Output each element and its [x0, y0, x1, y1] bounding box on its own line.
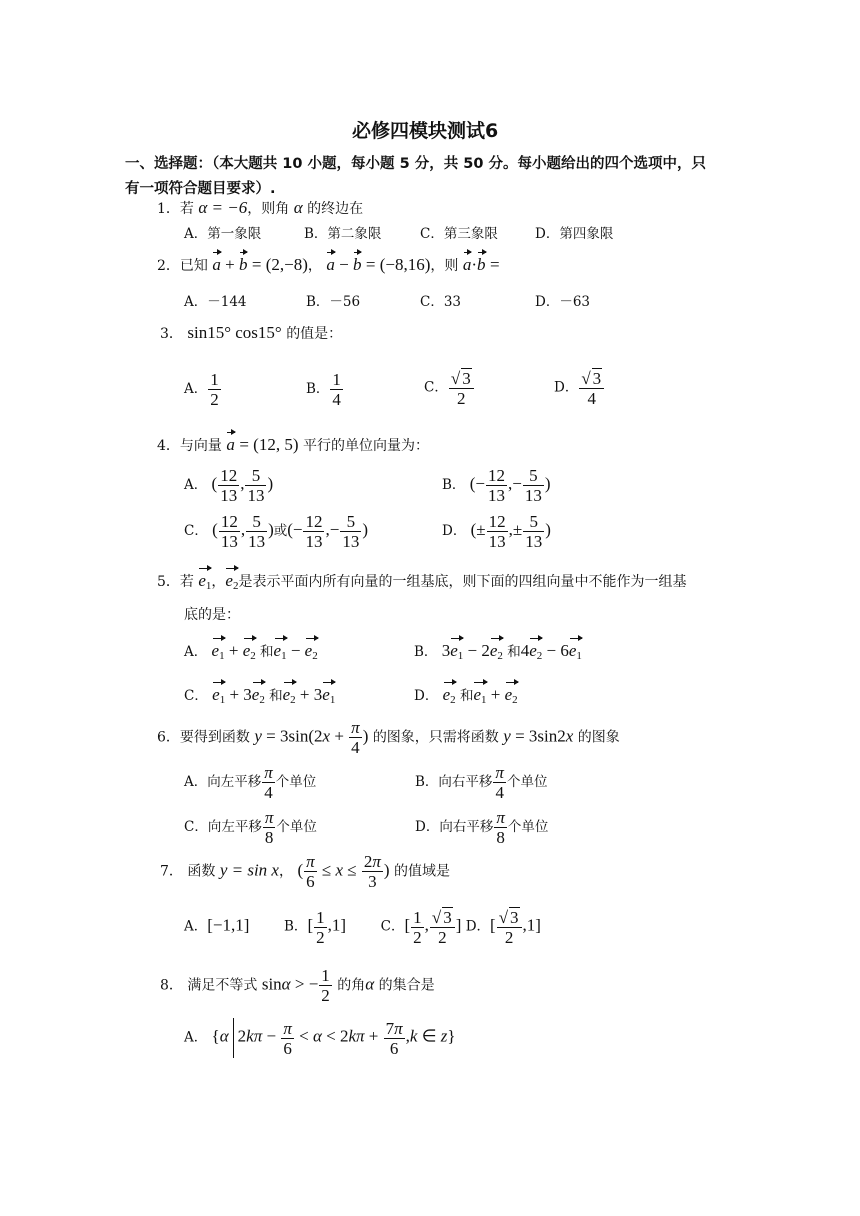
- page-title: 必修四模块测试6: [352, 120, 499, 142]
- q2-eq2: = (−8,16): [365, 255, 431, 274]
- q2-mid: ，则: [430, 258, 459, 274]
- q3-option-a: A． $\frac{1}{2}$: [184, 370, 219, 409]
- q4-pre: 与向量: [179, 438, 222, 454]
- q6-unit: 个单位: [507, 819, 549, 835]
- question-6: 6．要得到函数 y = 3sin(2x + $\frac{\pi}{4}$ ) 的图象，只需将函数 y = 3sin2x 的图象: [157, 718, 620, 757]
- q8-pre: 满足不等式: [187, 977, 258, 994]
- q3-expr: sin15° cos15°: [187, 323, 282, 342]
- q5-line2: 底的是：: [184, 607, 240, 623]
- vector-b-icon: b: [239, 250, 248, 273]
- q3-option-b: B． $\frac{1}{4}$: [306, 370, 341, 409]
- question-number: 2．: [157, 258, 180, 274]
- q8-mid: 的角: [337, 977, 366, 994]
- q6-unit: 个单位: [506, 774, 548, 790]
- q6-tail: 的图象: [577, 729, 620, 746]
- q7-expr: y = sin x: [219, 860, 279, 880]
- q6-unit: 个单位: [275, 774, 317, 790]
- q7-pre: 函数: [187, 863, 216, 880]
- option-label: A．向左平移: [184, 774, 262, 790]
- question-1: [157, 198, 363, 218]
- q5-mid: 是表示平面内所有向量的一组基底，则下面的四组向量中不能作为一组基: [238, 574, 687, 590]
- q5-and: 和: [459, 688, 474, 704]
- q5-and: 和: [260, 644, 274, 660]
- q4-or: 或: [273, 523, 288, 539]
- option-label: A．: [184, 644, 208, 660]
- q5-and: 和: [269, 688, 283, 704]
- option-label: B．向右平移: [415, 774, 493, 790]
- option-label: A．: [184, 381, 208, 397]
- q1-post: ，则角: [247, 201, 290, 217]
- option-label: B．: [414, 644, 438, 660]
- q1-option-b: B．第二象限: [304, 226, 382, 242]
- q8-option-a: A． {α 2kπ − $\frac{\pi}{6}$ < α < 2kπ + $\frac{7\pi}{6}$ ,k ∈ z}: [184, 1018, 456, 1058]
- q1-option-c: C．第三象限: [420, 226, 498, 242]
- q1-var: α: [293, 198, 303, 217]
- q2-option-a: A．－144: [184, 294, 247, 310]
- option-label: B．: [306, 381, 330, 397]
- vector-e1-icon: $e_1$: [198, 566, 211, 595]
- q5-option-c: C． $e_1 + 3e_2$ 和$e_2 + 3e_1$: [184, 680, 335, 709]
- q7-mid: 的值域是: [394, 863, 451, 880]
- question-number: 3．: [160, 326, 183, 342]
- q2-option-d: D．－63: [535, 294, 591, 310]
- question-number: 8．: [160, 977, 183, 994]
- question-2: 2．已知 a + b = (2,−8)， a − b = (−8,16)，则 a·b =: [157, 250, 500, 275]
- vector-b-icon: b: [353, 250, 362, 273]
- option-label: C．: [380, 918, 405, 935]
- option-label: C．: [424, 379, 448, 396]
- question-number: 1．: [157, 201, 180, 217]
- q3-option-c: C． $\frac{√ 3}{2}$: [424, 368, 475, 408]
- q2-eq1: = (2,−8): [251, 255, 308, 274]
- q3-option-d: D． $\frac{√ 3}{4}$: [554, 368, 605, 408]
- q4-option-d: D． (± $\frac{12}{13}$ ,± $\frac{5}{13}$ ): [442, 512, 551, 551]
- vector-a-icon: a: [463, 250, 472, 273]
- q6-option-b: B．向右平移 $\frac{\pi}{4}$ 个单位: [415, 763, 548, 802]
- option-label: C．向左平移: [184, 819, 262, 835]
- q6-option-c: C．向左平移 $\frac{\pi}{8}$ 个单位: [184, 808, 317, 847]
- q6-pre: 要得到函数: [179, 729, 250, 746]
- vector-e2-icon: $e_2$: [225, 566, 238, 595]
- option-label: A．: [184, 1029, 208, 1046]
- question-number: 6．: [157, 729, 180, 746]
- q5-option-b: B． $3e_1 - 2e_2$ 和$4e_2 - 6e_1$: [414, 636, 582, 665]
- q1-tail: 的终边在: [307, 201, 364, 217]
- q1-option-a: A．第一象限: [184, 226, 262, 242]
- option-label: D．: [554, 379, 579, 396]
- q4-option-b: B． (− $\frac{12}{13}$ ,− $\frac{5}{13}$ ): [442, 466, 551, 505]
- q4-expr: = (12, 5): [239, 435, 299, 454]
- option-label: B．: [284, 918, 308, 935]
- q5-option-a: A． $e_1 + e_2$ 和$e_1 - e_2$: [184, 636, 318, 665]
- question-number: 4．: [157, 438, 180, 454]
- option-label: A．: [184, 477, 208, 493]
- q7-options: A．[−1,1] B．[ $\frac{1}{2}$ ,1] C．[ $\frac{1}{2}$ , $\frac{√ 3}{2}$ ] D．[ $\frac{√ 3}{2}$ ,1]: [184, 907, 541, 947]
- q8-tail: 的集合是: [378, 977, 435, 994]
- q2-pre: 已知: [179, 258, 208, 274]
- section-heading-line2: 有一项符合题目要求）.: [125, 181, 276, 197]
- vector-a-icon: a: [326, 250, 335, 273]
- question-7: 7． 函数 y = sin x， ( $\frac{\pi}{6}$ ≤ x ≤ $\frac{2\pi}{3}$ ) 的值域是: [160, 852, 451, 891]
- q6-unit: 个单位: [276, 819, 317, 835]
- option-label: D．: [465, 918, 491, 935]
- question-3: [160, 323, 342, 343]
- q4-option-c: C． ( $\frac{12}{13}$ , $\frac{5}{13}$ )或(− $\frac{12}{13}$ ,− $\frac{5}{13}$ ): [184, 512, 368, 551]
- q4-option-a: A． ( $\frac{12}{13}$ , $\frac{5}{13}$ ): [184, 466, 274, 505]
- question-4: [157, 430, 429, 455]
- option-label: D．: [442, 523, 467, 539]
- option-label: C．: [184, 688, 208, 704]
- q2-tail: =: [490, 255, 500, 274]
- question-number: 7．: [160, 863, 183, 880]
- q1-expr: α = −6: [198, 198, 248, 217]
- q2-option-c: C．33: [420, 294, 462, 310]
- question-8: 8． 满足不等式 sinα > − $\frac{1}{2}$ 的角α 的集合是: [160, 966, 435, 1005]
- vector-b-icon: b: [477, 250, 486, 273]
- section-heading-line1: 一、选择题：（本大题共 10 小题，每小题 5 分，共 50 分。每小题给出的四个选项中，只: [125, 156, 706, 172]
- question-5: 5．若 $e_1$，$e_2$是表示平面内所有向量的一组基底，则下面的四组向量中不能作为一组基: [157, 566, 686, 595]
- q5-option-d: D． $e_2$ 和$e_1 + e_2$: [414, 680, 518, 709]
- q6-mid: 的图象，只需将函数: [372, 729, 499, 746]
- vector-a-icon: a: [226, 430, 235, 453]
- q4-tail: 平行的单位向量为：: [302, 438, 429, 454]
- q5-pre: 若: [179, 574, 194, 590]
- q6-option-a: A．向左平移 $\frac{\pi}{4}$ 个单位: [184, 763, 317, 802]
- q3-tail: 的值是：: [286, 326, 343, 342]
- question-number: 5．: [157, 574, 180, 590]
- q6-option-d: D．向右平移 $\frac{\pi}{8}$ 个单位: [415, 808, 549, 847]
- q2-option-b: B．－56: [306, 294, 361, 310]
- q1-pre: 若: [179, 201, 194, 217]
- option-label: D．: [414, 688, 439, 704]
- option-label: C．: [184, 523, 208, 539]
- option-label: B．: [442, 477, 466, 493]
- q5-and: 和: [507, 644, 521, 660]
- option-label: D．向右平移: [415, 819, 494, 835]
- q1-option-d: D．第四象限: [535, 226, 614, 242]
- vector-a-icon: a: [212, 250, 221, 273]
- option-label: A．: [184, 918, 208, 935]
